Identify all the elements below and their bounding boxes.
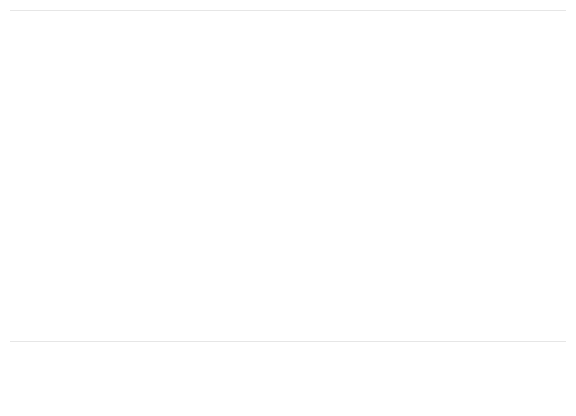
notice-body — [10, 10, 566, 342]
